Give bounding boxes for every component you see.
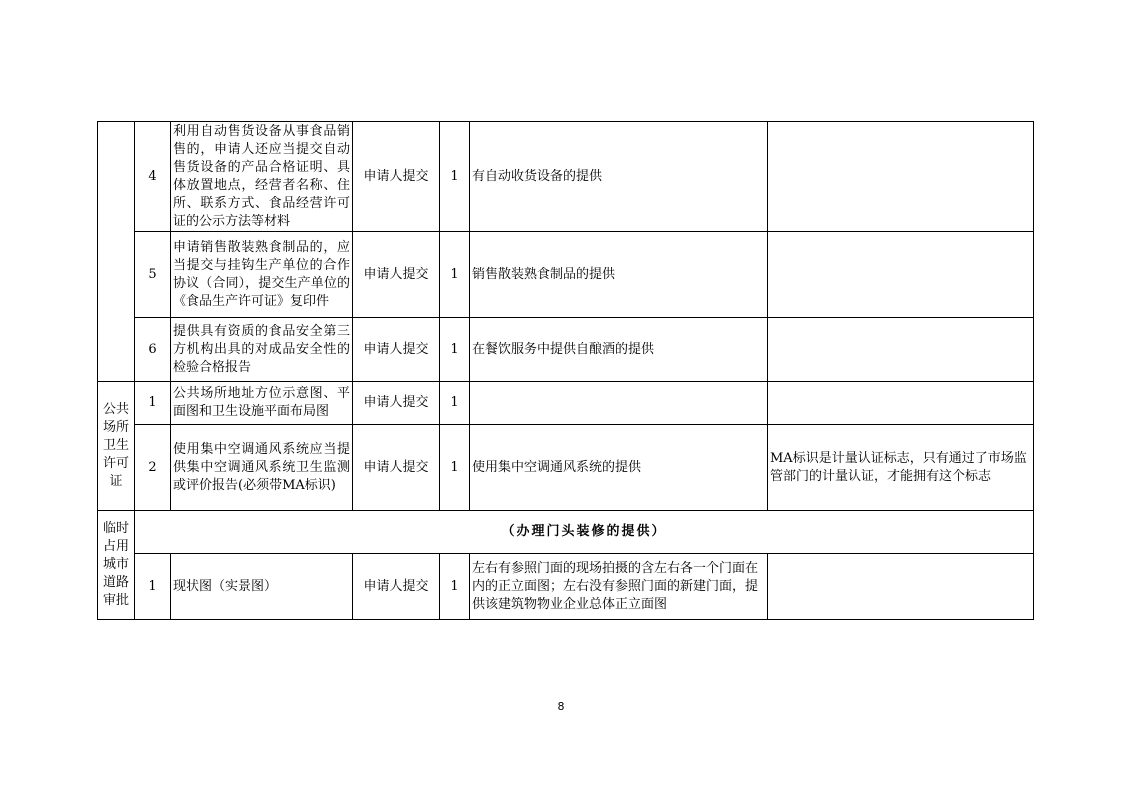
note-cell [768,554,1034,620]
row-number: 6 [135,318,171,382]
source-cell: 申请人提交 [353,318,440,382]
category-cell: 临时占用城市道路审批 [98,511,135,620]
table-row [98,382,1034,425]
count-cell: 1 [440,318,470,382]
note-cell [768,318,1034,382]
condition-cell: 销售散装熟食制品的提供 [470,232,768,318]
section-heading: （办理门头装修的提供） [135,511,1034,554]
material-cell: 使用集中空调通风系统应当提供集中空调通风系统卫生监测或评价报告(必须带MA标识) [171,425,353,511]
category-cell: 公共场所卫生许可证 [98,382,135,511]
note-cell [768,232,1034,318]
condition-cell: 使用集中空调通风系统的提供 [470,425,768,511]
note-cell [768,382,1034,425]
count-cell: 1 [440,232,470,318]
condition-cell: 左右有参照门面的现场拍摄的含左右各一个门面在内的正立面图；左右没有参照门面的新建门面，提供该建筑物物业企业总体正立面图 [470,554,768,620]
source-cell: 申请人提交 [353,382,440,425]
row-number: 5 [135,232,171,318]
table-row [98,554,1034,620]
source-cell: 申请人提交 [353,554,440,620]
material-cell: 公共场所地址方位示意图、平面图和卫生设施平面布局图 [171,382,353,425]
source-cell: 申请人提交 [353,232,440,318]
note-cell [768,122,1034,232]
condition-cell: 有自动收货设备的提供 [470,122,768,232]
count-cell: 1 [440,122,470,232]
condition-cell: 在餐饮服务中提供自酿酒的提供 [470,318,768,382]
material-cell: 提供具有资质的食品安全第三方机构出具的对成品安全性的检验合格报告 [171,318,353,382]
row-number: 4 [135,122,171,232]
row-number: 1 [135,382,171,425]
source-cell: 申请人提交 [353,425,440,511]
material-cell: 申请销售散装熟食制品的，应当提交与挂钩生产单位的合作协议（合同），提交生产单位的《食品生产许可证》复印件 [171,232,353,318]
page-number: 8 [557,700,565,713]
category-cell-empty [98,122,135,382]
note-cell: MA标识是计量认证标志，只有通过了市场监管部门的计量认证，才能拥有这个标志 [768,425,1034,511]
material-cell: 利用自动售货设备从事食品销售的，申请人还应当提交自动售货设备的产品合格证明、具体放置地点，经营者名称、住所、联系方式、食品经营许可证的公示方法等材料 [171,122,353,232]
count-cell: 1 [440,554,470,620]
row-number: 1 [135,554,171,620]
requirements-table [97,121,1034,620]
table-row [98,232,1034,318]
count-cell: 1 [440,425,470,511]
table-row [98,318,1034,382]
material-cell: 现状图（实景图） [171,554,353,620]
row-number: 2 [135,425,171,511]
source-cell: 申请人提交 [353,122,440,232]
count-cell: 1 [440,382,470,425]
condition-cell [470,382,768,425]
table-row [98,511,1034,554]
table-row [98,425,1034,511]
table-row [98,122,1034,232]
